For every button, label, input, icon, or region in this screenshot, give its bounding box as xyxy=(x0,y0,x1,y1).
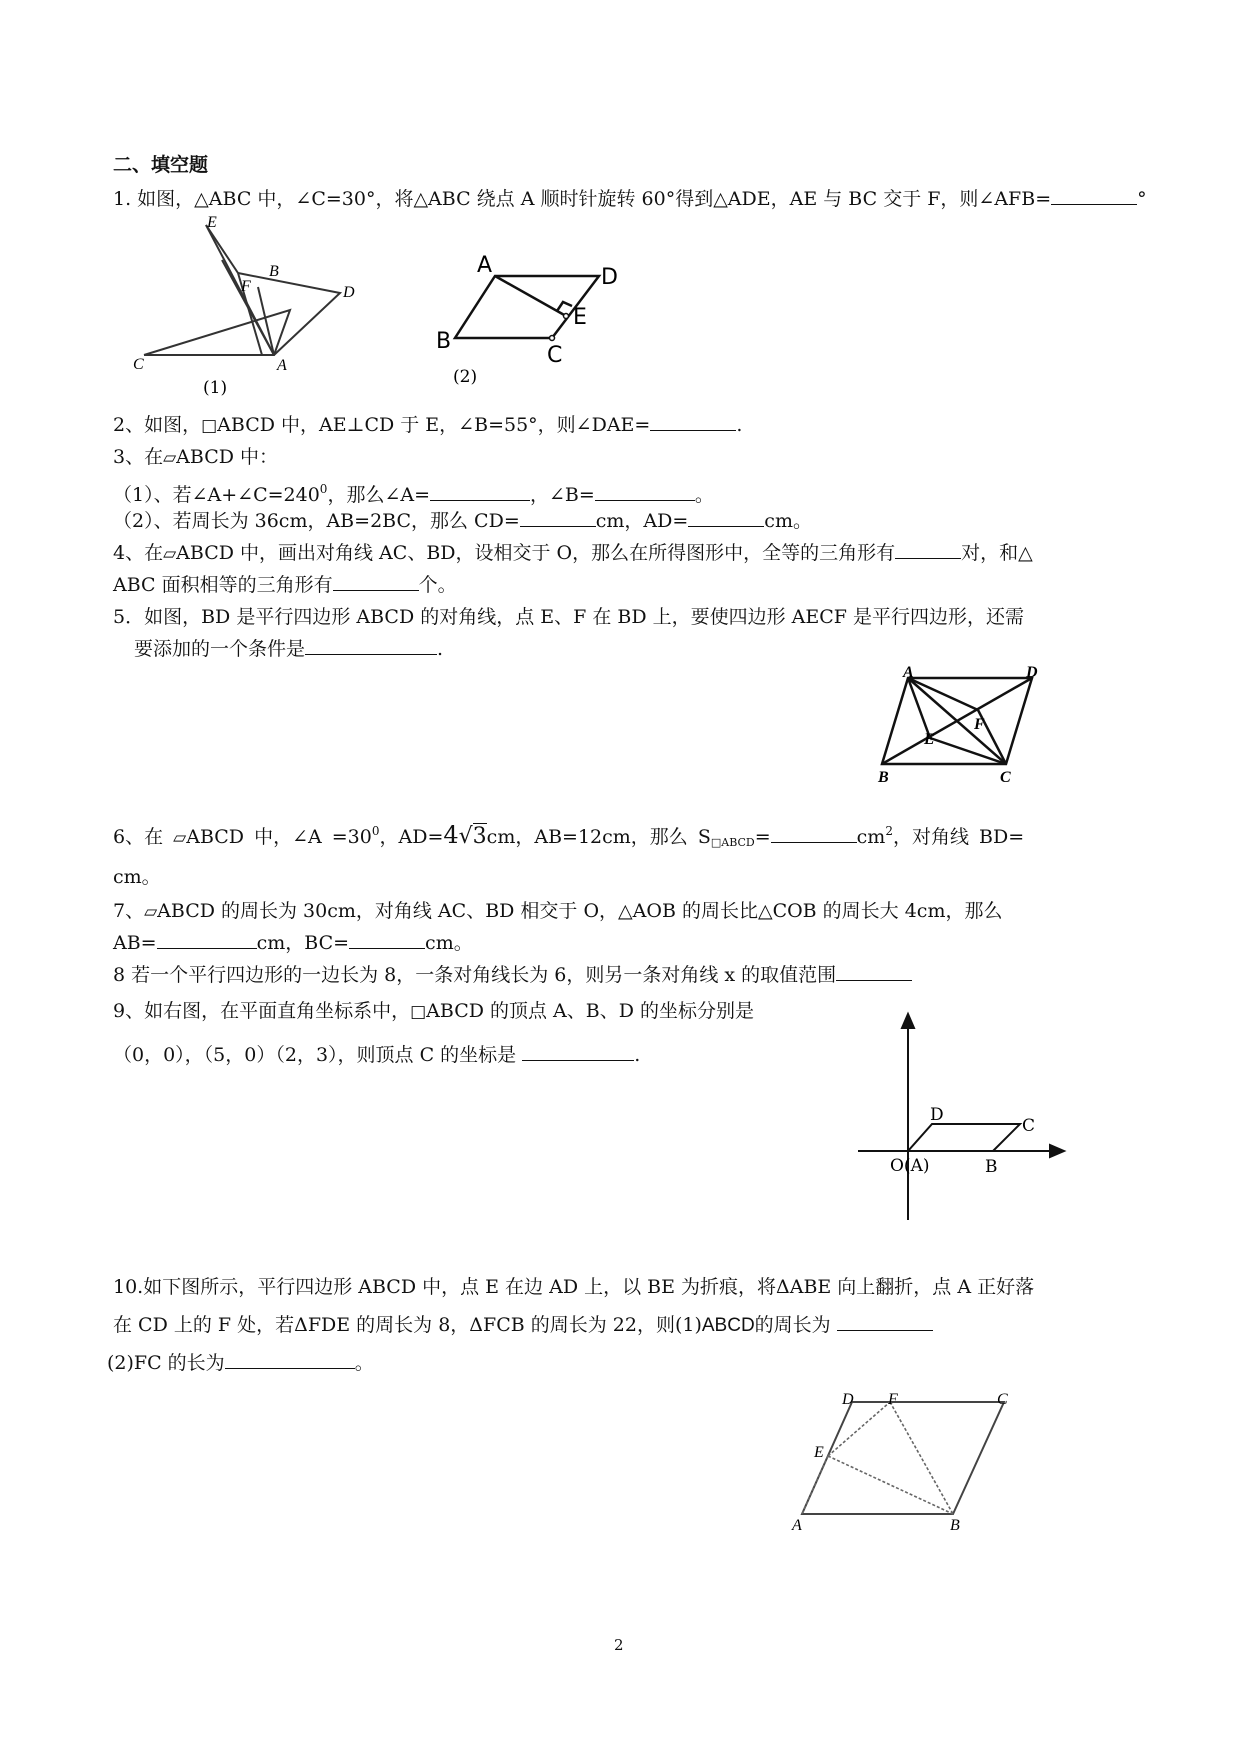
label-D: D xyxy=(842,1391,854,1408)
label-C: C xyxy=(997,1391,1008,1408)
question-3-part-1 xyxy=(113,476,714,508)
question-7-a: 7、 xyxy=(113,900,145,922)
answer-blank[interactable] xyxy=(520,508,596,527)
parallelogram-icon: ▱ xyxy=(144,902,158,922)
figure-9 xyxy=(858,1010,1078,1225)
question-10-b2: ABCD xyxy=(701,1315,755,1336)
question-9-line-2 xyxy=(113,1042,640,1068)
question-4-c: 对，和△ xyxy=(961,542,1033,564)
question-5 xyxy=(113,604,1024,630)
figure-1 xyxy=(130,214,370,398)
figure-2-caption: (2) xyxy=(453,367,478,387)
question-10-b: 在 CD 上的 F 处，若ΔFDE 的周长为 8，ΔFCB 的周长为 22，则(1) xyxy=(113,1314,702,1336)
question-8-text: 8 若一个平行四边形的一边长为 8，一条对角线长为 6，则另一条对角线 x 的取值范围 xyxy=(113,964,837,986)
label-A: A xyxy=(477,253,493,278)
question-3-part-2-b: cm，AD= xyxy=(595,510,689,532)
answer-blank[interactable] xyxy=(895,540,961,559)
answer-blank[interactable] xyxy=(157,930,257,949)
degree-superscript: 0 xyxy=(371,824,380,838)
label-E: E xyxy=(573,305,587,330)
question-5-line-2 xyxy=(134,636,443,662)
label-C: C xyxy=(1000,769,1011,786)
question-7-e: cm。 xyxy=(425,932,473,954)
question-4-line-2 xyxy=(113,572,457,598)
label-A: A xyxy=(903,664,914,681)
label-E: E xyxy=(924,731,935,748)
parallelogram-icon: ▱ xyxy=(163,448,177,468)
label-D: D xyxy=(343,284,355,301)
question-6 xyxy=(113,818,1024,856)
question-2-text: 2、如图， xyxy=(113,414,202,436)
question-10-c: (2)FC 的长为 xyxy=(107,1352,225,1374)
question-5-a: 5．如图，BD 是平行四边形 ABCD 的对角线，点 E、F 在 BD 上，要使四边形 AECF 是平行四边形，还需 xyxy=(113,606,1025,628)
question-3-part-1-end: 。 xyxy=(694,484,714,506)
question-7 xyxy=(113,898,1002,925)
answer-blank[interactable] xyxy=(225,1350,355,1369)
question-8 xyxy=(113,962,912,988)
answer-blank[interactable] xyxy=(771,824,857,843)
label-F: F xyxy=(974,716,985,733)
question-4-d: ABC 面积相等的三角形有 xyxy=(113,574,333,596)
parallelogram-icon: □ xyxy=(410,1002,427,1022)
question-9-end: . xyxy=(634,1044,641,1066)
question-3-text: 3、在 xyxy=(113,446,164,468)
question-4-b: ABCD 中，画出对角线 AC、BD，设相交于 O，那么在所得图形中，全等的三角形有 xyxy=(176,542,896,564)
answer-blank[interactable] xyxy=(1051,186,1137,205)
label-C: C xyxy=(133,356,144,373)
label-D: D xyxy=(601,265,618,290)
number-three: 3 xyxy=(472,824,487,849)
question-4-a: 4、在 xyxy=(113,542,164,564)
question-10-line-2 xyxy=(113,1312,933,1339)
label-D: D xyxy=(930,1105,944,1125)
label-C: C xyxy=(1022,1116,1036,1136)
unit-cm: cm xyxy=(486,826,516,848)
label-B: B xyxy=(269,263,279,280)
question-2-end: . xyxy=(736,414,743,436)
question-10-a: 10.如下图所示，平行四边形 ABCD 中，点 E 在边 AD 上，以 BE 为折痕，将ΔABE 向上翻折，点 A 正好落 xyxy=(113,1276,1035,1298)
label-B: B xyxy=(985,1157,998,1177)
squared-superscript: 2 xyxy=(885,824,893,838)
number-four: 4 xyxy=(443,821,459,849)
question-7-c: AB= xyxy=(113,932,157,954)
question-1-text: 1. 如图，△ABC 中，∠C=30°，将△ABC 绕点 A 顺时针旋转 60°得到△ADE，AE 与 BC 交于 F，则∠AFB= xyxy=(113,188,1052,210)
question-6-h: cm。 xyxy=(113,866,161,888)
question-3-part-1-a: （1）、若∠A+∠C=240 xyxy=(113,484,320,506)
figure-2 xyxy=(435,250,625,390)
question-3-part-2-a: （2）、若周长为 36cm，AB=2BC，那么 CD= xyxy=(113,510,520,532)
figure-10 xyxy=(790,1390,1020,1540)
question-3-part-2-end: cm。 xyxy=(764,510,812,532)
question-7-d: cm，BC= xyxy=(256,932,350,954)
label-F: F xyxy=(888,1391,898,1408)
question-4-e: 个。 xyxy=(418,574,457,596)
answer-blank[interactable] xyxy=(349,930,425,949)
answer-blank[interactable] xyxy=(333,572,419,591)
answer-blank[interactable] xyxy=(522,1042,634,1061)
question-10-b3: 的周长为 xyxy=(754,1314,831,1336)
answer-blank[interactable] xyxy=(430,482,530,501)
question-9 xyxy=(113,998,754,1025)
question-5-end: . xyxy=(437,638,444,660)
parallelogram-icon: □ xyxy=(201,416,218,436)
question-3-part-1-c: ，∠B= xyxy=(530,484,595,506)
question-2 xyxy=(113,412,742,439)
question-10-line-3 xyxy=(107,1350,374,1376)
parallelogram-icon: ▱ xyxy=(163,544,177,564)
area-subscript: ABCD xyxy=(721,836,755,849)
question-6-d: ，AB=12cm，那么 S xyxy=(515,826,711,848)
question-3 xyxy=(113,444,278,471)
question-7-line-2 xyxy=(113,930,473,956)
label-F: F xyxy=(241,278,251,295)
question-6-line-2 xyxy=(113,864,161,890)
label-A: A xyxy=(792,1517,802,1534)
question-6-e: = xyxy=(754,826,771,848)
question-3-part-1-b: ，那么∠A= xyxy=(327,484,430,506)
answer-blank[interactable] xyxy=(837,1312,933,1331)
label-E: E xyxy=(207,214,217,231)
question-6-c: ，AD= xyxy=(379,826,444,848)
parallelogram-icon: □ xyxy=(710,836,722,849)
label-B: B xyxy=(950,1517,960,1534)
question-3-part-2 xyxy=(113,508,812,534)
question-3-text-2: ABCD 中： xyxy=(176,446,279,468)
parallelogram-icon: ▱ xyxy=(173,828,187,848)
label-origin-A: O(A) xyxy=(890,1156,930,1176)
question-9-b: ABCD 的顶点 A、B、D 的坐标分别是 xyxy=(426,1000,754,1022)
question-2-text-2: ABCD 中，AE⊥CD 于 E，∠B=55°，则∠DAE= xyxy=(217,414,651,436)
question-4 xyxy=(113,540,1033,567)
unit-cm: cm xyxy=(856,826,886,848)
question-9-a: 9、如右图，在平面直角坐标系中， xyxy=(113,1000,411,1022)
page-number: 2 xyxy=(614,1636,624,1654)
question-5-b: 要添加的一个条件是 xyxy=(134,638,306,660)
figure-5 xyxy=(870,662,1050,787)
answer-blank[interactable] xyxy=(305,636,437,655)
question-6-b: ABCD 中，∠A =30 xyxy=(186,826,372,848)
section-title: 二、填空题 xyxy=(113,154,209,176)
degree-superscript: 0 xyxy=(319,482,328,496)
question-7-b: ABCD 的周长为 30cm，对角线 AC、BD 相交于 O，△AOB 的周长比△COB 的周长大 4cm，那么 xyxy=(157,900,1003,922)
question-10-end: 。 xyxy=(354,1352,374,1374)
question-9-c: （0，0），（5，0）（2，3），则顶点 C 的坐标是 xyxy=(113,1044,517,1066)
label-D: D xyxy=(1026,664,1038,681)
sqrt-icon: √ xyxy=(458,824,473,849)
answer-blank[interactable] xyxy=(836,962,912,981)
answer-blank[interactable] xyxy=(650,412,736,431)
question-1-end: ° xyxy=(1137,188,1147,210)
label-B: B xyxy=(878,769,889,786)
question-6-g: ，对角线 BD= xyxy=(892,826,1025,848)
answer-blank[interactable] xyxy=(688,508,764,527)
label-E: E xyxy=(814,1444,824,1461)
answer-blank[interactable] xyxy=(595,482,695,501)
question-1 xyxy=(113,186,1147,212)
label-A: A xyxy=(277,357,287,374)
question-6-a: 6、在 xyxy=(113,826,164,848)
label-C: C xyxy=(547,343,563,368)
figure-1-caption: (1) xyxy=(203,378,228,398)
question-10 xyxy=(113,1274,1034,1300)
label-B: B xyxy=(436,329,452,354)
